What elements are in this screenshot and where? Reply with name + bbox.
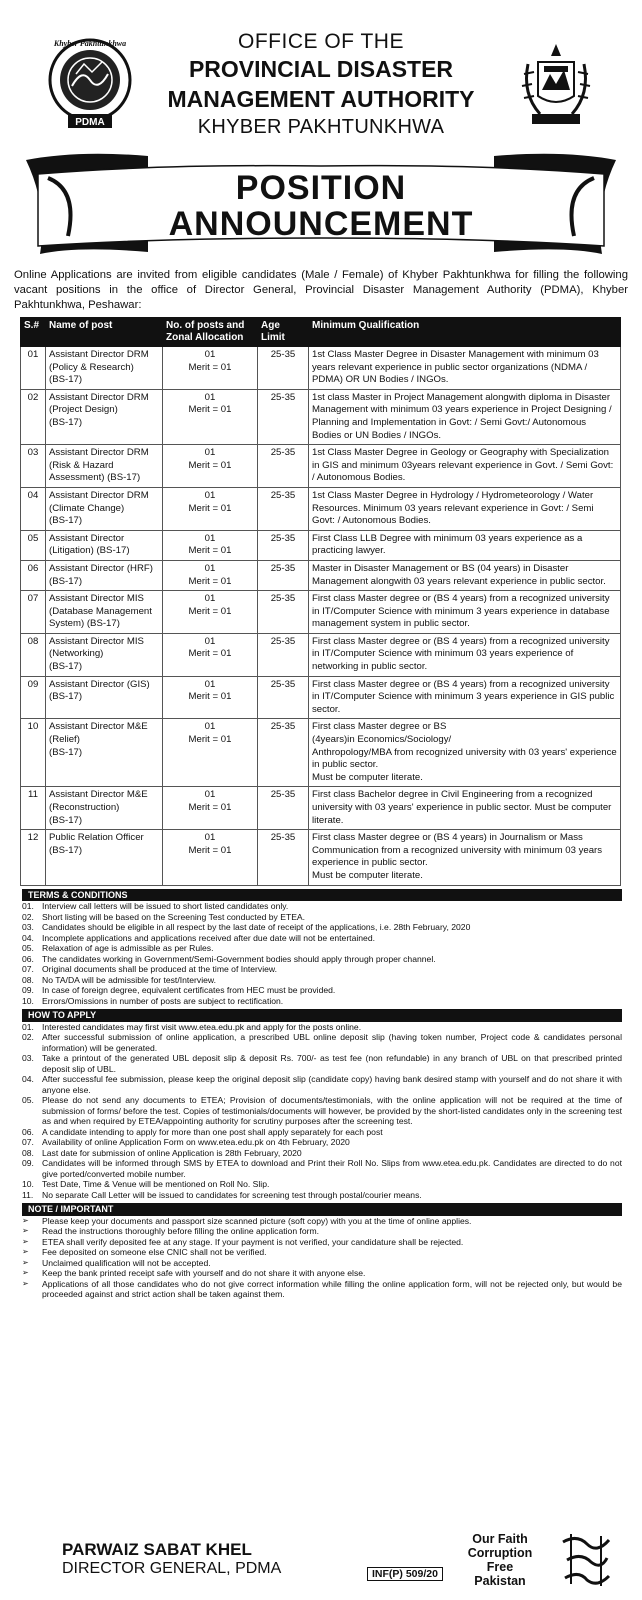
- how-to-apply-section: [22, 1009, 622, 1200]
- how-to-apply-item: [22, 1095, 622, 1127]
- cell-posts: 01 Merit = 01: [163, 591, 258, 634]
- item-text: Interview call letters will be issued to short listed candidates only.: [42, 901, 289, 912]
- table-row: [21, 830, 621, 885]
- note-item: [22, 1268, 622, 1279]
- cell-qualification: 1st Class Master Degree in Hydrology / Hydrometeorology / Water Resources. Minimum 03 years relevant experience in Govt: / Semi Govt: / Autonomous Bodies.: [309, 487, 621, 530]
- terms-item: [22, 943, 622, 954]
- how-to-apply-item: [22, 1074, 622, 1095]
- how-to-apply-item: [22, 1137, 622, 1148]
- slogan-line-3: Pakistan: [474, 1574, 526, 1588]
- cell-post: Assistant Director DRM (Policy & Research) (BS-17): [46, 347, 163, 390]
- note-item: [22, 1258, 622, 1269]
- table-row: [21, 389, 621, 444]
- note-text: ETEA shall verify deposited fee at any stage. If your payment is not verified, your candidature shall be rejected.: [42, 1236, 464, 1247]
- cell-sno: 06: [21, 560, 46, 590]
- table-row: [21, 719, 621, 787]
- header-line-4: KHYBER PAKHTUNKHWA: [197, 116, 445, 138]
- item-number: 11.: [22, 1189, 34, 1200]
- cell-posts: 01 Merit = 01: [163, 830, 258, 885]
- item-text: Errors/Omissions in number of posts are subject to rectification.: [42, 995, 284, 1006]
- cell-posts: 01 Merit = 01: [163, 787, 258, 830]
- item-number: 06.: [22, 953, 34, 964]
- arrow-bullet-icon: ➢: [22, 1236, 29, 1246]
- how-to-apply-list: [22, 1022, 622, 1201]
- how-to-apply-item: [22, 1179, 622, 1190]
- note-item: [22, 1247, 622, 1258]
- cell-post: Assistant Director (GIS) (BS-17): [46, 676, 163, 719]
- cell-posts: 01 Merit = 01: [163, 445, 258, 488]
- item-number: 02.: [22, 1032, 34, 1043]
- cell-age: 25-35: [258, 591, 309, 634]
- cell-qualification: First class Master degree or (BS 4 years) from a recognized university in IT/Computer Science with minimum 3 years experience in GIS public sector.: [309, 676, 621, 719]
- note-item: [22, 1226, 622, 1237]
- banner-title-position: POSITION: [235, 169, 407, 207]
- terms-item: [22, 901, 622, 912]
- table-row: [21, 633, 621, 676]
- cell-post: Assistant Director MIS (Networking) (BS-17): [46, 633, 163, 676]
- table-row: [21, 560, 621, 590]
- cell-sno: 11: [21, 787, 46, 830]
- table-row: [21, 347, 621, 390]
- cell-qualification: First class Bachelor degree in Civil Engineering from a recognized university with 03 years' experience in public sector. Must be computer literate.: [309, 787, 621, 830]
- col-header-age: Age Limit: [258, 318, 309, 347]
- cell-posts: 01 Merit = 01: [163, 389, 258, 444]
- cell-posts: 01 Merit = 01: [163, 676, 258, 719]
- footer: [22, 1528, 622, 1596]
- item-text: After successful submission of online application, a prescribed UBL online deposit slip (having token number, Project code & candidates personal information) will be generated.: [42, 1032, 622, 1053]
- item-text: Test Date, Time & Venue will be mentioned on Roll No. Slip.: [42, 1179, 270, 1190]
- how-to-apply-item: [22, 1053, 622, 1074]
- note-item: [22, 1237, 622, 1248]
- cell-qualification: First class Master degree or BS (4years)in Economics/Sociology/ Anthropology/MBA from recognized university with 03 years' experience in public sector. Must be computer literate.: [309, 719, 621, 787]
- item-text: Interested candidates may first visit www.etea.edu.pk and apply for the posts online.: [42, 1021, 362, 1032]
- note-item: [22, 1279, 622, 1300]
- item-number: 06.: [22, 1126, 34, 1137]
- terms-item: [22, 922, 622, 933]
- table-row: [21, 591, 621, 634]
- cell-age: 25-35: [258, 560, 309, 590]
- cell-sno: 08: [21, 633, 46, 676]
- cell-post: Public Relation Officer (BS-17): [46, 830, 163, 885]
- cell-post: Assistant Director (HRF) (BS-17): [46, 560, 163, 590]
- terms-item: [22, 985, 622, 996]
- kp-government-emblem-icon: [514, 34, 598, 132]
- terms-item: [22, 912, 622, 923]
- item-number: 04.: [22, 1074, 34, 1085]
- terms-item: [22, 975, 622, 986]
- cell-post: Assistant Director DRM (Project Design) (BS-17): [46, 389, 163, 444]
- cell-posts: 01 Merit = 01: [163, 560, 258, 590]
- cell-posts: 01 Merit = 01: [163, 487, 258, 530]
- item-text: Take a printout of the generated UBL deposit slip & deposit Rs. 700/- as test fee (non refundable) in any branch of UBL on that prescribed printed deposit slip of UBL.: [42, 1053, 622, 1074]
- cell-age: 25-35: [258, 487, 309, 530]
- item-number: 08.: [22, 1147, 34, 1158]
- arrow-bullet-icon: ➢: [22, 1215, 29, 1225]
- terms-item: [22, 933, 622, 944]
- item-number: 05.: [22, 1095, 34, 1106]
- item-number: 10.: [22, 995, 34, 1006]
- arrow-bullet-icon: ➢: [22, 1257, 29, 1267]
- cell-sno: 09: [21, 676, 46, 719]
- note-text: Fee deposited on someone else CNIC shall not be verified.: [42, 1247, 267, 1258]
- slogan: [455, 1532, 545, 1588]
- cell-age: 25-35: [258, 719, 309, 787]
- header: [8, 0, 634, 150]
- note-text: Applications of all those candidates who do not give correct information while filling the online application form, will not be rejected only, but would be proceeded against and strict action shall be taken against them.: [42, 1278, 622, 1300]
- how-to-apply-heading: HOW TO APPLY: [22, 1009, 622, 1022]
- pdma-logo-label: PDMA: [75, 117, 105, 128]
- col-header-post: Name of post: [46, 318, 163, 347]
- item-text: A candidate intending to apply for more than one post shall apply separately for each post: [42, 1126, 383, 1137]
- intro-paragraph: Online Applications are invited from eligible candidates (Male / Female) of Khyber Pakhtunkhwa for filling the following vacant positions in the office of Director General, Provincial Disaster Management Authority (PDMA), Khyber Pakhtunkhwa, Peshawar:: [14, 269, 628, 311]
- cell-posts: 01 Merit = 01: [163, 530, 258, 560]
- cell-sno: 12: [21, 830, 46, 885]
- col-header-qualification: Minimum Qualification: [309, 318, 621, 347]
- cell-post: Assistant Director (Litigation) (BS-17): [46, 530, 163, 560]
- how-to-apply-item: [22, 1022, 622, 1033]
- terms-section: [22, 889, 622, 1007]
- terms-item: [22, 954, 622, 965]
- terms-list: [22, 901, 622, 1006]
- notes-section: [22, 1203, 622, 1300]
- how-to-apply-item: [22, 1032, 622, 1053]
- cell-posts: 01 Merit = 01: [163, 719, 258, 787]
- item-number: 07.: [22, 1137, 34, 1148]
- note-text: Please keep your documents and passport size scanned picture (soft copy) with you at the time of online applies.: [42, 1215, 472, 1226]
- signatory-name: PARWAIZ SABAT KHEL: [62, 1540, 252, 1559]
- table-row: [21, 530, 621, 560]
- terms-heading: TERMS & CONDITIONS: [22, 889, 622, 902]
- item-number: 05.: [22, 943, 34, 954]
- arrow-bullet-icon: ➢: [22, 1226, 29, 1236]
- notes-heading: NOTE / IMPORTANT: [22, 1203, 622, 1216]
- cell-qualification: 1st class Master in Project Management alongwith diploma in Disaster Management with minimum 03 years experience in Project Designing / Planning and Implementation in Govt: / Semi Govt:/ Autonomous Bodies or UN Bodies / INGOs.: [309, 389, 621, 444]
- cell-sno: 05: [21, 530, 46, 560]
- cell-sno: 10: [21, 719, 46, 787]
- cell-age: 25-35: [258, 389, 309, 444]
- item-number: 08.: [22, 974, 34, 985]
- how-to-apply-item: [22, 1148, 622, 1159]
- note-text: Unclaimed qualification will not be accepted.: [42, 1257, 211, 1268]
- item-number: 10.: [22, 1179, 34, 1190]
- banner-title-announcement: ANNOUNCEMENT: [168, 205, 474, 243]
- table-header-row: [21, 318, 621, 347]
- item-number: 01.: [22, 1021, 34, 1032]
- ad-reference-number: INF(P) 509/20: [367, 1567, 443, 1581]
- calligraphy-emblem-icon: [557, 1530, 615, 1590]
- cell-posts: 01 Merit = 01: [163, 347, 258, 390]
- cell-age: 25-35: [258, 787, 309, 830]
- item-number: 03.: [22, 1053, 34, 1064]
- cell-post: Assistant Director DRM (Risk & Hazard Assessment) (BS-17): [46, 445, 163, 488]
- note-text: Keep the bank printed receipt safe with yourself and do not share it with anyone else.: [42, 1268, 366, 1279]
- cell-sno: 07: [21, 591, 46, 634]
- header-line-2: PROVINCIAL DISASTER: [188, 56, 454, 82]
- item-text: Candidates will be informed through SMS by ETEA to download and Print their Roll No. Slips from www.etea.edu.pk. Candidates are directed to do not give ported/converted mobile number.: [42, 1158, 622, 1179]
- item-number: 02.: [22, 911, 34, 922]
- item-text: No separate Call Letter will be issued to candidates for screening test through postal/courier means.: [42, 1189, 422, 1200]
- note-item: [22, 1216, 622, 1227]
- cell-post: Assistant Director M&E (Reconstruction) (BS-17): [46, 787, 163, 830]
- item-text: Relaxation of age is admissible as per Rules.: [42, 943, 214, 954]
- cell-qualification: First Class LLB Degree with minimum 03 years experience as a practicing lawyer.: [309, 530, 621, 560]
- position-announcement-banner: [8, 150, 634, 262]
- cell-sno: 04: [21, 487, 46, 530]
- item-text: Candidates should be eligible in all respect by the last date of receipt of the applications, i.e. 28th February, 2020: [42, 922, 471, 933]
- cell-sno: 02: [21, 389, 46, 444]
- col-header-sno: S.#: [21, 318, 46, 347]
- arrow-bullet-icon: ➢: [22, 1268, 29, 1278]
- item-number: 09.: [22, 1158, 34, 1169]
- item-text: Short listing will be based on the Screening Test conducted by ETEA.: [42, 911, 306, 922]
- cell-sno: 03: [21, 445, 46, 488]
- arrow-bullet-icon: ➢: [22, 1278, 29, 1288]
- positions-table: [20, 317, 621, 886]
- how-to-apply-item: [22, 1190, 622, 1201]
- item-text: Last date for submission of online Application is 28th February, 2020: [42, 1147, 302, 1158]
- cell-age: 25-35: [258, 530, 309, 560]
- item-number: 04.: [22, 932, 34, 943]
- item-text: Incomplete applications and applications received after due date will not be entertained.: [42, 932, 375, 943]
- item-number: 03.: [22, 922, 34, 933]
- cell-qualification: 1st Class Master Degree in Disaster Management with minimum 03 years relevant experience in public sector organizations (NDMA / PDMA) OR UN Bodies / INGOs.: [309, 347, 621, 390]
- arrow-bullet-icon: ➢: [22, 1247, 29, 1257]
- cell-post: Assistant Director M&E (Relief) (BS-17): [46, 719, 163, 787]
- item-number: 01.: [22, 901, 34, 912]
- item-text: Please do not send any documents to ETEA; Provision of documents/testimonials, with the online application will not be required at the time of submission of forms/ before the test. Copies of testimonials/documents will however, be provided by the short-listed candidates only in the screening test as and when required by ETEA/appointing authority for scrutiny purposes after the screening test.: [42, 1095, 622, 1127]
- table-row: [21, 787, 621, 830]
- cell-qualification: First class Master degree or (BS 4 years) from a recognized university in IT/Computer Science with minimum 03 years experience of networking in public sector.: [309, 633, 621, 676]
- table-row: [21, 676, 621, 719]
- positions-table-body: [21, 347, 621, 886]
- how-to-apply-item: [22, 1158, 622, 1179]
- item-text: Original documents shall be produced at the time of Interview.: [42, 964, 278, 975]
- cell-post: Assistant Director DRM (Climate Change) (BS-17): [46, 487, 163, 530]
- item-number: 07.: [22, 964, 34, 975]
- terms-item: [22, 964, 622, 975]
- item-text: In case of foreign degree, equivalent certificates from HEC must be provided.: [42, 985, 336, 996]
- table-row: [21, 487, 621, 530]
- cell-qualification: Master in Disaster Management or BS (04 years) in Disaster Management alongwith 03 years relevant experience in public sector.: [309, 560, 621, 590]
- item-text: The candidates working in Government/Semi-Government bodies should apply through proper channel.: [42, 953, 436, 964]
- item-text: No TA/DA will be admissible for test/Interview.: [42, 974, 217, 985]
- cell-age: 25-35: [258, 676, 309, 719]
- slogan-line-1: Our Faith: [472, 1532, 528, 1546]
- slogan-line-2: Corruption Free: [467, 1546, 533, 1574]
- note-text: Read the instructions thoroughly before filling the online application form.: [42, 1226, 320, 1237]
- col-header-posts: No. of posts and Zonal Allocation: [163, 318, 258, 347]
- cell-age: 25-35: [258, 347, 309, 390]
- cell-qualification: 1st Class Master Degree in Geology or Geography with Specialization in GIS and minimum 03years relevant experience in Govt. / Semi Govt: / Autonomous Bodies.: [309, 445, 621, 488]
- signatory-designation: DIRECTOR GENERAL, PDMA: [62, 1560, 282, 1577]
- item-text: Availability of online Application Form on www.etea.edu.pk on 4th February, 2020: [42, 1137, 350, 1148]
- header-line-3: MANAGEMENT AUTHORITY: [167, 86, 475, 112]
- header-line-1: OFFICE OF THE: [238, 30, 404, 53]
- cell-post: Assistant Director MIS (Database Management System) (BS-17): [46, 591, 163, 634]
- pdma-logo-arc-text: Khyber Pakhtunkhwa: [53, 39, 127, 48]
- terms-item: [22, 996, 622, 1007]
- table-row: [21, 445, 621, 488]
- cell-posts: 01 Merit = 01: [163, 633, 258, 676]
- item-text: After successful fee submission, please keep the original deposit slip (candidate copy) having bank desired stamp with yourself and do not share it with anyone else.: [42, 1074, 622, 1095]
- item-number: 09.: [22, 985, 34, 996]
- how-to-apply-item: [22, 1127, 622, 1138]
- cell-qualification: First class Master degree or (BS 4 years) from a recognized university in IT/Computer Science with minimum 3 years experience in database management system in public sector.: [309, 591, 621, 634]
- cell-age: 25-35: [258, 633, 309, 676]
- cell-qualification: First class Master degree or (BS 4 years) in Journalism or Mass Communication from a recognized university with minimum 03 years experience in public sector. Must be computer literate.: [309, 830, 621, 885]
- cell-sno: 01: [21, 347, 46, 390]
- notes-list: [22, 1216, 622, 1300]
- cell-age: 25-35: [258, 445, 309, 488]
- cell-age: 25-35: [258, 830, 309, 885]
